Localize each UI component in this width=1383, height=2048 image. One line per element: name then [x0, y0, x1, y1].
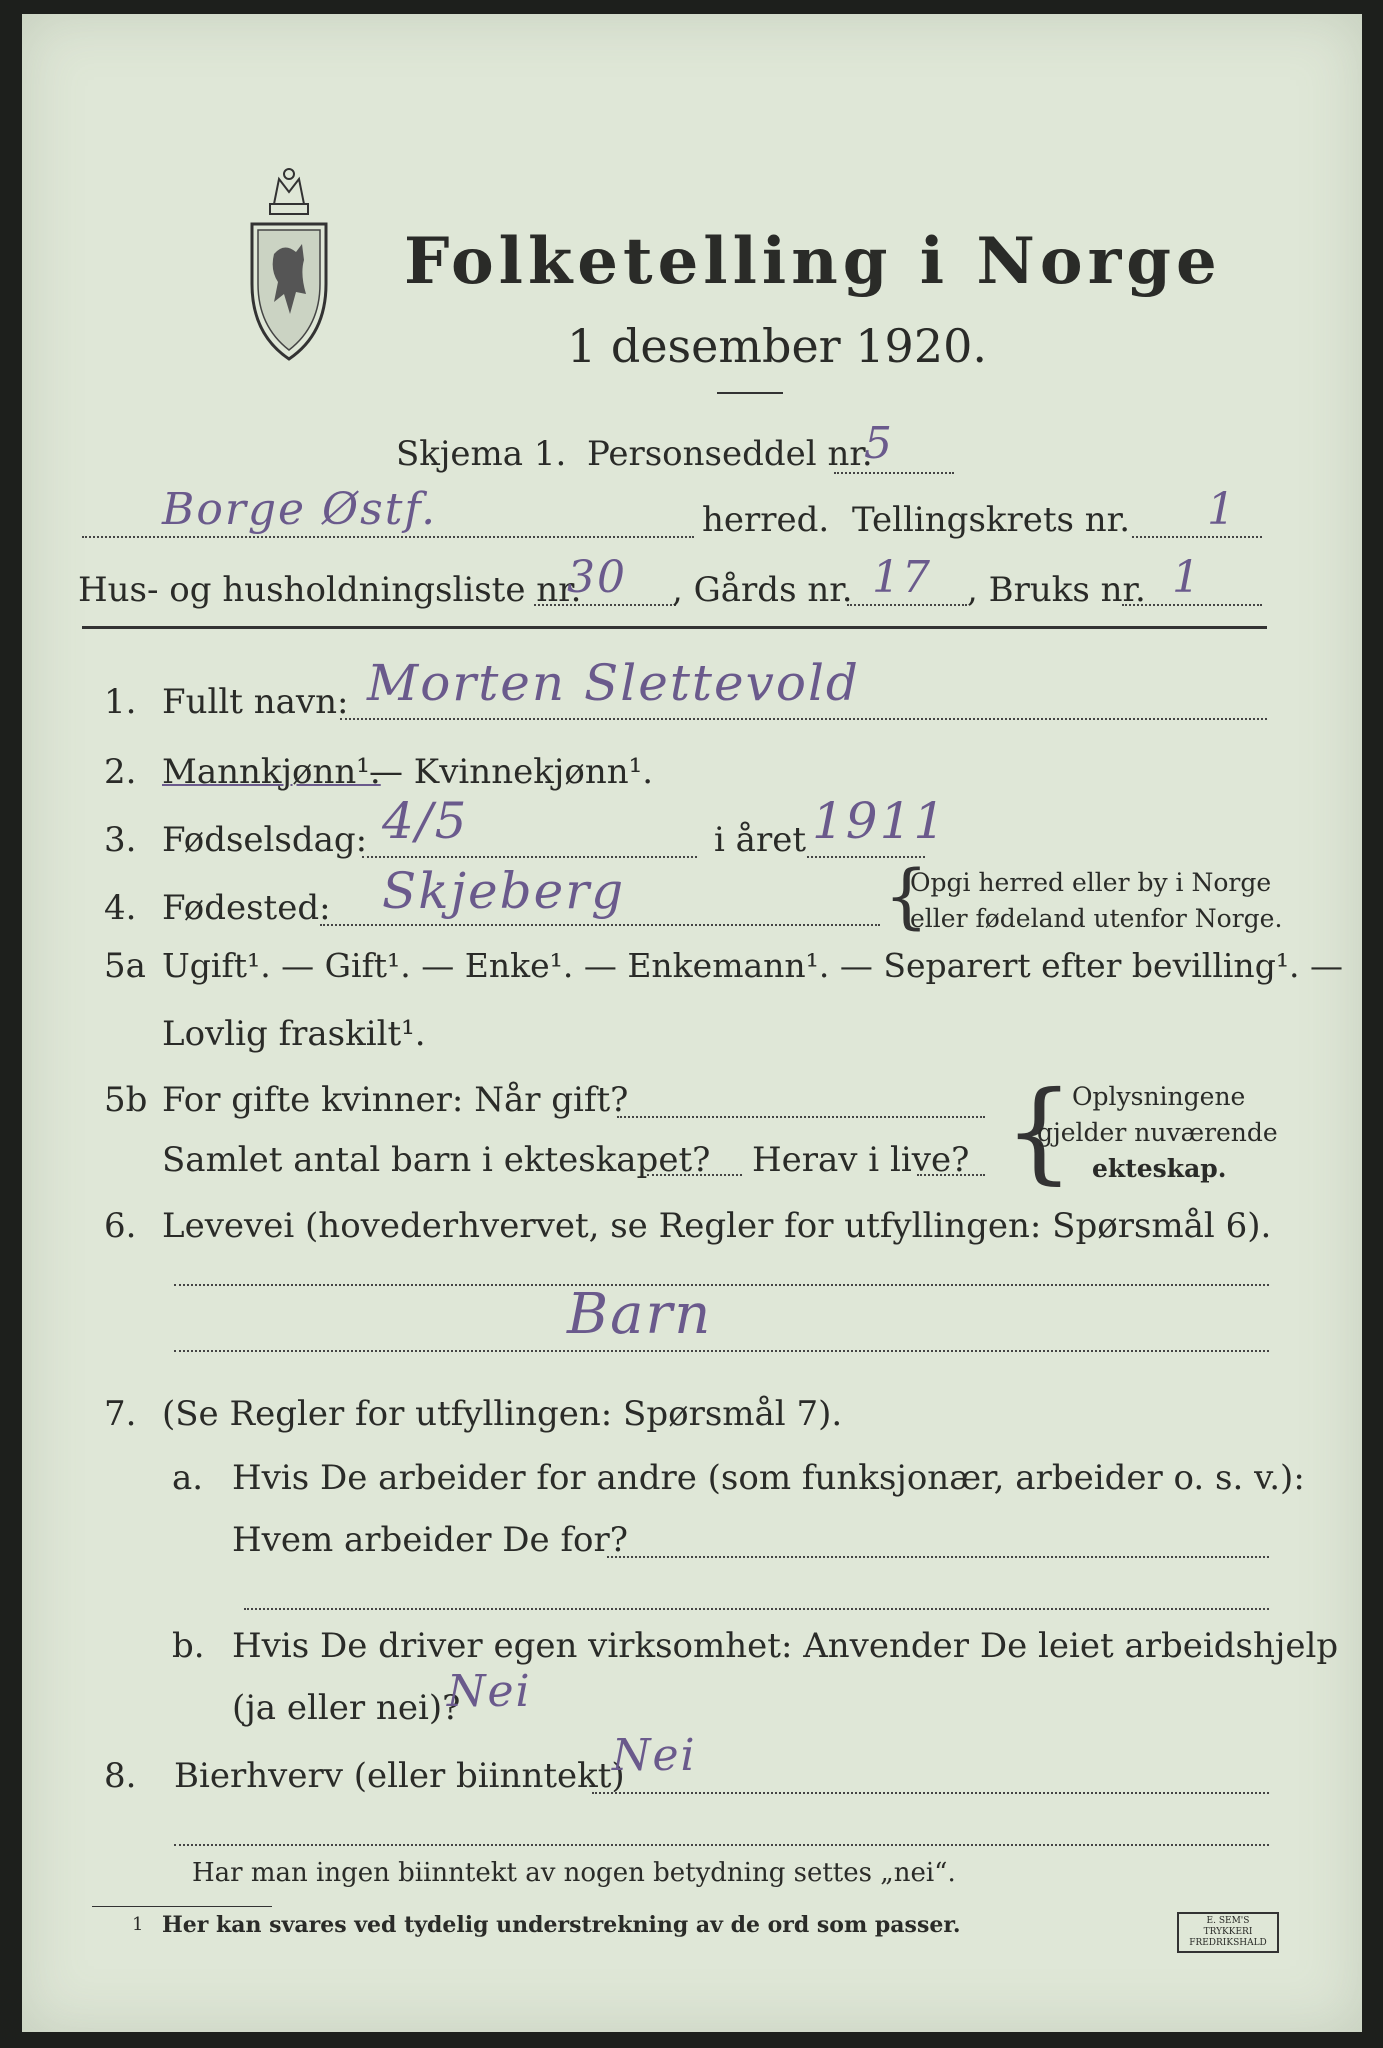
q1-line: [340, 718, 1267, 720]
tellingskrets-label: Tellingskrets nr.: [852, 500, 1131, 540]
herred-value: Borge Østf.: [162, 484, 438, 535]
q5b-when-line: [617, 1116, 985, 1118]
census-form: [22, 14, 1362, 2032]
title-divider: [717, 392, 783, 394]
header-rule: [82, 626, 1267, 629]
q7b-line1: Hvis De driver egen virksomhet: Anvender De leiet arbeidshjelp: [232, 1626, 1339, 1666]
q5b-note-line2: gjelder nuværende: [1037, 1118, 1278, 1147]
q3-year-label: i året: [714, 820, 806, 860]
q4-label: Fødested:: [162, 888, 331, 928]
q5b-children-alive: Herav i live?: [752, 1140, 970, 1180]
bruks-label: , Bruks nr.: [967, 570, 1146, 610]
q7b-line2: (ja eller nei)?: [232, 1688, 461, 1728]
q4-number: 4.: [104, 888, 137, 928]
q7-number: 7.: [104, 1394, 137, 1434]
q3-birthday-value: 4/5: [382, 792, 469, 850]
personseddel-line: [834, 472, 954, 474]
bruks-line: [1122, 604, 1262, 606]
q1-number: 1.: [104, 682, 137, 722]
printer-stamp: E. SEM'S TRYKKERI FREDRIKSHALD: [1177, 1912, 1279, 1953]
q5a-marital-options: Ugift¹. — Gift¹. — Enke¹. — Enkemann¹. — Separert efter bevilling¹. —: [162, 946, 1344, 985]
footer-note: Har man ingen biinntekt av nogen betydning settes „nei“.: [192, 1858, 956, 1888]
q4-line: [320, 924, 880, 926]
q5b-children-line: [647, 1174, 742, 1176]
form-title: Folketelling i Norge: [404, 224, 1222, 299]
q8-line2: [174, 1844, 1269, 1846]
q5b-when-married: For gifte kvinner: Når gift?: [162, 1080, 629, 1120]
q6-number: 6.: [104, 1206, 137, 1246]
tellingskrets-line: [1132, 536, 1262, 538]
schema-label: Skjema 1.: [396, 434, 567, 474]
footnote-rule: [92, 1906, 272, 1907]
tellingskrets-value: 1: [1207, 484, 1237, 535]
herred-label: herred.: [702, 500, 830, 540]
gards-value: 17: [872, 552, 932, 603]
q5b-brace: {: [1004, 1067, 1074, 1195]
q7b-answer-value: Nei: [447, 1666, 532, 1717]
q3-year-value: 1911: [812, 792, 948, 850]
q5b-children-total: Samlet antal barn i ekteskapet?: [162, 1140, 711, 1180]
q7a-line: [607, 1556, 1269, 1558]
hus-value: 30: [567, 552, 627, 603]
personseddel-value: 5: [864, 418, 894, 469]
q6-line2: [174, 1350, 1269, 1352]
q8-number: 8.: [104, 1756, 137, 1796]
form-date: 1 desember 1920.: [567, 319, 987, 373]
hus-line: [534, 604, 676, 606]
q4-birthplace-value: Skjeberg: [382, 862, 626, 920]
q4-brace: {: [884, 855, 929, 937]
coat-of-arms-icon: [244, 164, 334, 364]
q5b-note-line1: Oplysningene: [1072, 1082, 1246, 1111]
q5b-number: 5b: [104, 1080, 148, 1120]
q3-label: Fødselsdag:: [162, 820, 368, 860]
q7a-line2: Hvem arbeider De for?: [232, 1520, 628, 1560]
q8-answer-value: Nei: [612, 1730, 697, 1781]
gards-line: [847, 604, 967, 606]
q1-label: Fullt navn:: [162, 682, 349, 722]
q3-number: 3.: [104, 820, 137, 860]
q8-line: [592, 1792, 1269, 1794]
footnote-number: 1: [132, 1914, 144, 1935]
q7a-number: a.: [172, 1458, 204, 1498]
footnote-text: Her kan svares ved tydelig understrekning av de ord som passer.: [162, 1912, 961, 1938]
q4-note-line2: eller fødeland utenfor Norge.: [910, 904, 1283, 933]
q5b-note-line3: ekteskap.: [1092, 1154, 1227, 1183]
q5b-alive-line: [917, 1174, 985, 1176]
q2-male-option: Mannkjønn¹.: [162, 752, 381, 792]
q7-label: (Se Regler for utfyllingen: Spørsmål 7).: [162, 1394, 843, 1434]
q2-female-option: — Kvinnekjønn¹.: [369, 752, 654, 792]
q7a-line2-blank: [244, 1608, 1269, 1610]
q5a-number: 5a: [104, 946, 146, 986]
q5a-divorced-option: Lovlig fraskilt¹.: [162, 1014, 426, 1054]
q6-occupation-value: Barn: [567, 1282, 713, 1347]
q6-label: Levevei (hovederhvervet, se Regler for utfyllingen: Spørsmål 6).: [162, 1206, 1272, 1246]
hus-label: Hus- og husholdningsliste nr.: [78, 570, 582, 610]
q3-line: [362, 856, 697, 858]
bruks-value: 1: [1172, 552, 1202, 603]
q1-name-value: Morten Slettevold: [367, 654, 860, 712]
q2-number: 2.: [104, 752, 137, 792]
q4-note-line1: Opgi herred eller by i Norge: [910, 868, 1272, 897]
q7b-number: b.: [172, 1626, 205, 1666]
herred-line: [82, 536, 694, 538]
q7a-line1: Hvis De arbeider for andre (som funksjonær, arbeider o. s. v.):: [232, 1458, 1305, 1498]
personseddel-label: Personseddel nr.: [587, 434, 873, 474]
q6-line1: [174, 1284, 1269, 1286]
gards-label: , Gårds nr.: [672, 570, 853, 610]
q8-label: Bierhverv (eller biinntekt): [174, 1756, 625, 1796]
